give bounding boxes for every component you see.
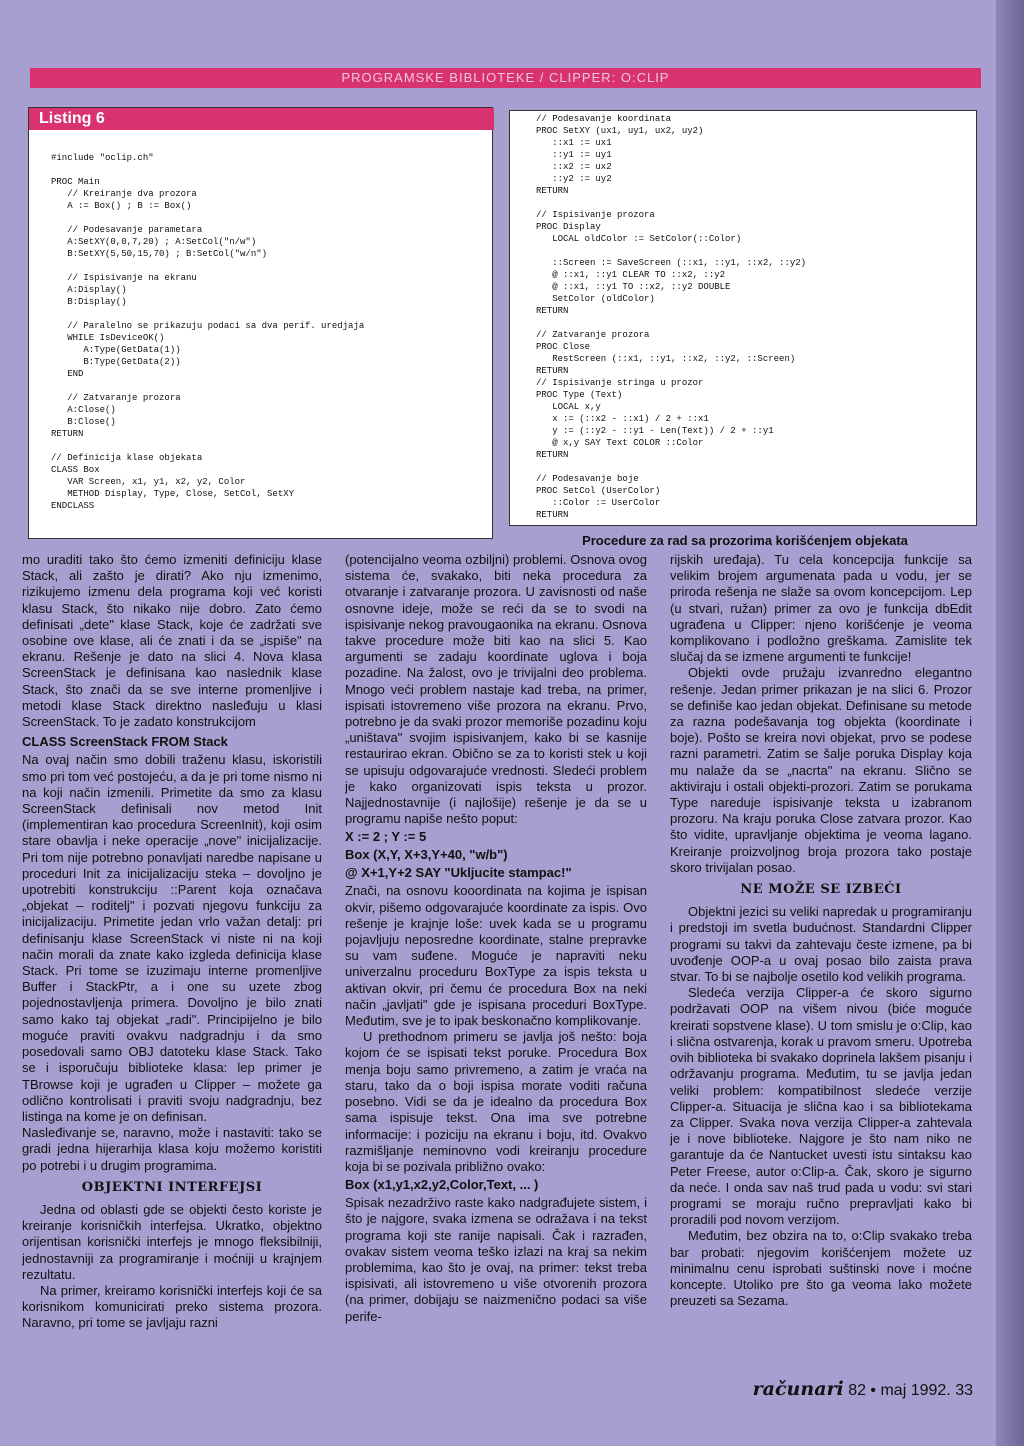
listing-title: Listing 6 xyxy=(29,108,494,130)
listing-caption: Procedure za rad sa prozorima korišćenjem objekata xyxy=(582,533,908,548)
code-listing-left: #include "oclip.ch" PROC Main // Kreiranje dva prozora A := Box() ; B := Box() // Podesavanje parametara A:SetXY(0,0,7,20) ; A:SetCol("n/w") B:SetXY(5,50,15,70) ; B:SetCol("w/n") // Ispisivanje na ekranu A:Display() B:Display() // Paralelno se prikazuju podaci sa dva perif. uredjaja WHILE IsDeviceOK() A:Type(GetData(1)) B:Type(GetData(2)) END // Zatvaranje prozora A:Close() B:Close() RETURN // Definicija klase objekata CLASS Box VAR Screen, x1, y1, x2, y2, Color METHOD Display, Type, Close, SetCol, SetXY ENDCLASS xyxy=(51,153,365,511)
section-heading: NE MOŽE SE IZBEĆI xyxy=(740,882,902,898)
article-column-3 xyxy=(670,552,972,1367)
paragraph: Na primer, kreiramo korisnički interfejs koji će sa korisnikom komunicirati preko sistema prozora. Naravno, pri tome se javljaju razni xyxy=(22,1282,322,1331)
issue-info: 82 • maj 1992. xyxy=(848,1382,951,1399)
paragraph: U prethodnom primeru se javlja još nešto: boja kojom će se ispisati tekst poruke. Procedura Box menja boju samo privremeno, a zatim je vraća na staru, tako da o boji ispisa morate voditi računa posebno. Vidi se da je idealno da procedura Box sama ispisuje tekst. Ona ima sve potrebne informacije: i poziciju na ekranu i boju, itd. Ovakvo razmišljanje neminovno vodi kreiranju procedure koja bi se pozivala približno ovako: xyxy=(345,1029,647,1174)
listing-box xyxy=(28,107,493,539)
section-heading: OBJEKTNI INTERFEJSI xyxy=(81,1179,263,1195)
magazine-logo: računari xyxy=(752,1378,844,1400)
paragraph: Znači, na osnovu kooordinata na kojima je ispisan okvir, pišemo odgovarajuće koordinate za ispis. Ovo rešenje je krajnje loše: uvek kada se u programu pojavljuju neposredne koordinate, stalne prepravke su vam suđene. Moguće je napraviti neku univerzalnu proceduru BoxType za ispis teksta u aktivan okvir, pri čemu će procedura Box na neki način „javljati" gde je ispisana proceduri BoxType. Međutim, sve je to ipak beskonačno komplikovanje. xyxy=(345,883,647,1029)
page-footer xyxy=(728,1378,973,1402)
page-number: 33 xyxy=(955,1382,973,1399)
paragraph: mo uraditi tako što ćemo izmeniti definiciju klase Stack, ali zašto je dirati? Ako nju izmenimo, rizikujemo izmenu dela programa koji već koristi klasu Stack, što nikako nije dobro. Zato ćemo definisati „dete" klase Stack, koje će zadržati sve osobine ove klase, ali će znati i da se „ispiše" na ekranu. Rešenje je dato na slici 4. Nova klasa ScreenStack je definisana kao naslednik klase Stack, što znači da se sve interne promenljive i metodi klase Stack direktno nasleđuju u klasi ScreenStack. To je zadato konstrukcijom xyxy=(22,552,322,730)
page-edge-shadow xyxy=(996,0,1024,1446)
article-column-1 xyxy=(22,552,322,1367)
paragraph: Jedna od oblasti gde se objekti često koriste je kreiranje korisničkih interfejsa. Ukratko, objektno orijentisan korisnički interfejs je mnogo fleksibilniji, jednostavniji za programiranje i moćniji u krajnjem rezultatu. xyxy=(22,1201,322,1282)
code-example-line: @ X+1,Y+2 SAY "Ukljucite stampac!" xyxy=(345,865,572,881)
code-example-line: X := 2 ; Y := 5 xyxy=(345,829,427,845)
code-box-right xyxy=(509,110,977,526)
code-example-line: Box (X,Y, X+3,Y+40, "w/b") xyxy=(345,847,508,863)
code-listing-right: // Podesavanje koordinata PROC SetXY (ux1, uy1, ux2, uy2) ::x1 := ux1 ::y1 := uy1 ::x2 := ux2 ::y2 := uy2 RETURN // Ispisivanje prozora PROC Display LOCAL oldColor := SetColor(::Color) ::Screen := SaveScreen (::x1, ::y1, ::x2, ::y2) @ ::x1, ::y1 CLEAR TO ::x2, ::y2 @ ::x1, ::y1 TO ::x2, ::y2 DOUBLE SetColor (oldColor) RETURN // Zatvaranje prozora PROC Close RestScreen (::x1, ::y1, ::x2, ::y2, ::Screen) RETURN // Ispisivanje stringa u prozor PROC Type (Text) LOCAL x,y x := (::x2 - ::x1) / 2 + ::x1 y := (::y2 - ::y1 - Len(Text)) / 2 + ::y1 @ x,y SAY Text COLOR ::Color RETURN // Podesavanje boje PROC SetCol (UserColor) ::Color := UserColor RETURN xyxy=(536,114,807,520)
article-column-2 xyxy=(345,552,647,1367)
paragraph: Objekti ovde pružaju izvanredno elegantno rešenje. Jedan primer prikazan je na slici 6. Prozor se definiše kao jedan objekat. Definisane su metode za razna podešavanja tog objekta (koordinate i boje). Pošto se kreira novi objekat, prvo se podese razni parametri. Zatim se šalje poruka Display koja mu nalaže da se „nacrta" na ekranu. Slično se aktiviraju i ostali objekti-prozori. Zatim se porukama Type nareduje ispisivanje teksta u izabranom prozoru. Na kraju poruka Close zatvara prozor. Kao što vidite, upravljanje objektima je veoma lagano. Kreiranje proizvoljnog broja prozora tako postaje skoro trivijalan posao. xyxy=(670,665,972,875)
paragraph: Međutim, bez obzira na to, o:Clip svakako treba bar probati: njegovim korišćenjem možete uz minimalnu cenu isprobati suštinski nove i moćne koncepte. Utoliko pre što ga veoma lako možete preuzeti sa Sezama. xyxy=(670,1228,972,1309)
code-example-line: Box (x1,y1,x2,y2,Color,Text, ... ) xyxy=(345,1177,539,1193)
paragraph: rijskih uređaja). Tu cela koncepcija funkcije sa velikim brojem argumenata pada u vodu, jer se priroda rešenja ne slaže sa ovom koncepcijom. Lep (u stvari, ružan) primer za ovo je funkcija dbEdit ugrađena u Clipper: njeno korišćenje je veoma komplikovano i podložno greškama. Zamislite tek slučaj da se izmene argumenti te funkcije! xyxy=(670,552,972,665)
paragraph: Objektni jezici su veliki napredak u programiranju i predstoji im svetla budućnost. Standardni Clipper programi su takvi da zahtevaju česte izmene, pa bi uvođenje OOP-a u ovaj posao bilo zaista prava stvar. To bi se najbolje osetilo kod velikih programa. xyxy=(670,904,972,985)
paragraph: Nasleđivanje se, naravno, može i nastaviti: tako se gradi jedna hijerarhija klasa koju možemo koristiti po potrebi i u drugim programima. xyxy=(22,1125,322,1173)
paragraph: (potencijalno veoma ozbiljni) problemi. Osnova ovog sistema će, svakako, biti neka procedura za otvaranje i zatvaranje prozora. U zavisnosti od naše osnovne ideje, može se reći da se to svodi na ispisivanje nekog pravougaonika na ekranu. Osnova takve procedure može biti kao na slici 5. Kao argumenti se zadaju koordinate uglova i boja pozadine. Na žalost, ovo je trivijalni deo problema. Mnogo veći problem nastaje kad treba, na primer, ispisati istovremeno više prozora na ekranu. Prvo, potrebno je da svaki prozor memoriše pozadinu koju „uništava" svojim ispisivanjem, kako bi se kasnije restaurirao ekran. Obično se za to koristi stek u koji se upisuju odgovarajuće vrednosti. Sledeći problem je kako organizovati ispis teksta u prozor. Najjednostavnije (i najlošije) rešenje je da se u programu napiše nešto poput: xyxy=(345,552,647,827)
section-header: PROGRAMSKE BIBLIOTEKE / CLIPPER: O:CLIP xyxy=(30,68,981,88)
class-declaration: CLASS ScreenStack FROM Stack xyxy=(22,734,228,750)
paragraph: Spisak nezadrživo raste kako nadgrađujete sistem, i što je najgore, svaka izmena se odražava i na tekst programa koji ste ranije napisali. Čak i razrađen, ovakav sistem veoma teško izlazi na kraj sa nekim problemima, kao što je ovaj, na primer: tekst treba ispisivati, ali istovremeno u više otvorenih prozora (na primer, dobijaju se naizmenično podaci sa više perife- xyxy=(345,1195,647,1324)
paragraph: Sledeća verzija Clipper-a će skoro sigurno podržavati OOP na višem nivou (biće moguće kreirati sopstvene klase). U tom smislu je o:Clip, kao i slična ostvarenja, korak u pravom smeru. Upotreba ovih biblioteka bi svakako doprinela lakšem pisanju i održavanju programa. Međutim, tu se javlja jedan veliki problem: kompatibilnost sledeće verzije Clipper-a. Situacija je slična kao i sa bibliotekama za Clipper. Svaka nova verzija Clipper-a zahtevala je i nove biblioteke. Najgore je što nam niko ne garantuje da će Nantucket uvesti istu sintaksu kao Peter Freese, autor o:Clip-a. Čak, skoro je sigurno da neće. I onda sav naš trud pada u vodu: svi stari programi se moraju ručno prepravljati kako bi proradili pod novom verzijom. xyxy=(670,985,972,1228)
paragraph: Na ovaj način smo dobili traženu klasu, iskoristili smo pri tom već postojeću, a da je pri tome nismo ni na koji način izmenili. Primetite da smo za klasu ScreenStack definisali nov metod Init (implementiran kao procedura ScreenInit), koji osim stare obavlja i neke operacije „nove" inicijalizacije. Pri tom nije potrebno ponavljati naredbe napisane u proceduri Init za inicijalizaciju steka – dovoljno je upotrebiti konstrukciju ::Parent koja označava „objekat – roditelj" i pozvati njegovu funkciju za inicijalizaciju. Primetite jedan vrlo važan detalj: pri definisanju klase ScreenStack vi niste ni na koji način morali da znate kako izgleda definicija klase Stack. Pri tome se izuzimaju interne promenljive Buffer i StackPtr, a i one su uzete zbog pojednostavljenja primera. Dovoljno je bilo znati samo kako taj objekat „radi". Principijelno je bilo moguće praviti ovakvu nadgradnju i da smo posedovali samo OBJ datoteku klase Stack. Tako se i isporučuju biblioteke klasa: lep primer je TBrowse koji je ugrađen u Clipper – možete ga odlično kontrolisati i praviti svoju nadgradnju, bez listinga na kome je on definisan. xyxy=(22,752,322,1124)
